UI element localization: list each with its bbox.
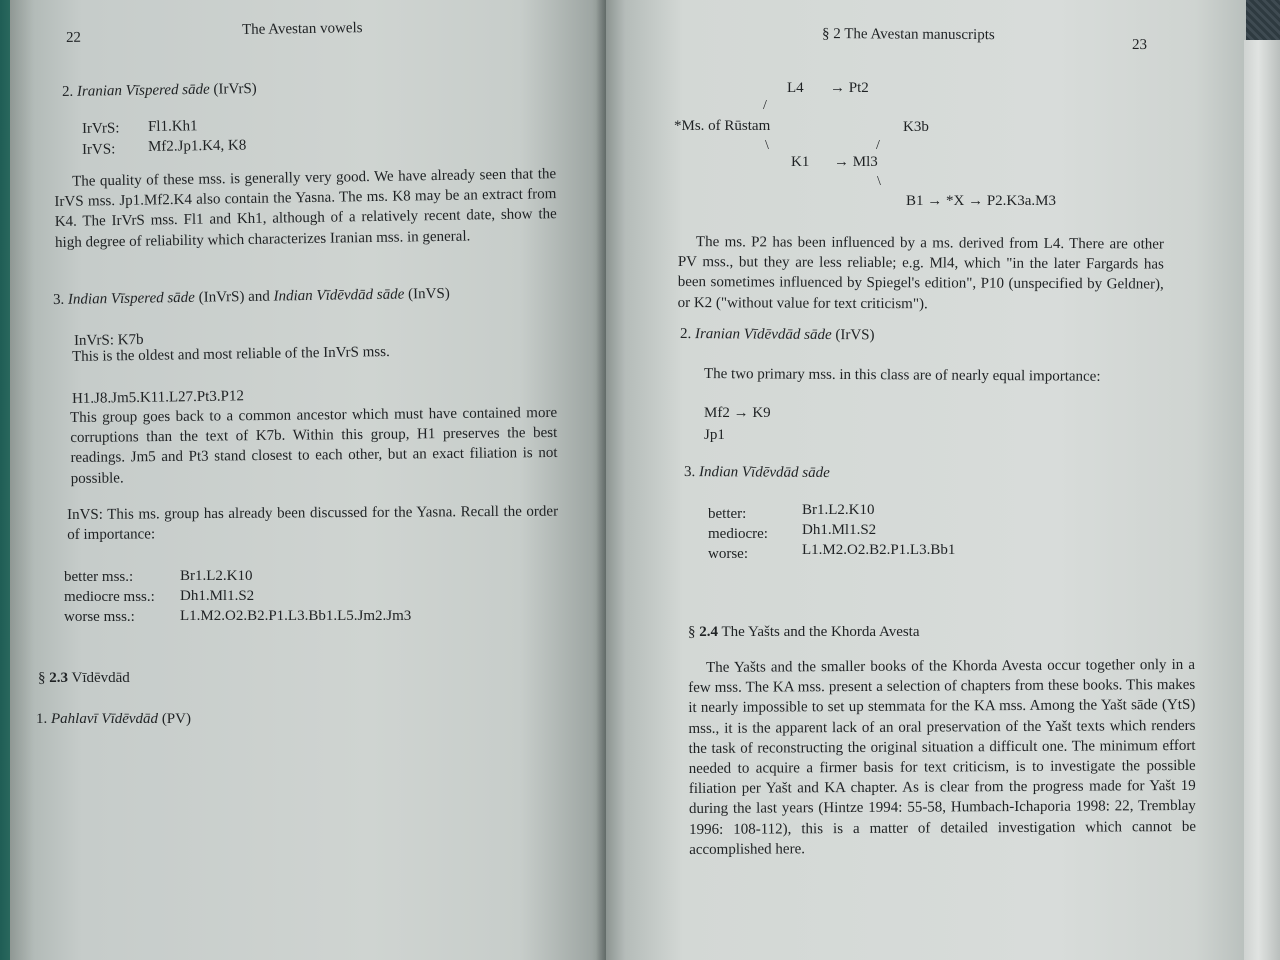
- section-heading-pv: 1. Pahlavī Vīdēvdād (PV): [36, 711, 191, 727]
- stemma-branch-down: \: [765, 138, 769, 153]
- page-stack-edge: [1244, 40, 1280, 960]
- ranking-worse-label: worse mss.:: [64, 609, 135, 625]
- stemma-arrow-pt2: → Pt2: [830, 80, 869, 96]
- section-heading-invrs: 3. Indian Vīspered sāde (InVrS) and Indian Vīdēvdād sāde (InVS): [52, 285, 450, 308]
- stemma-node-l4: L4: [787, 80, 804, 96]
- section-heading-irvrs: 2. Iranian Vīspered sāde (IrVrS): [61, 80, 257, 100]
- left-page: [10, 0, 610, 960]
- ranking-mediocre-value-right: Dh1.Ml1.S2: [802, 522, 877, 538]
- irvs-jp1-line: Jp1: [704, 427, 725, 443]
- group-line: H1.J8.Jm5.K11.L27.Pt3.P12: [71, 388, 245, 407]
- stemma-node-k1: K1: [791, 154, 810, 170]
- running-head-right: § 2 The Avestan manuscripts: [821, 26, 995, 44]
- section-heading-irvs: 2. Iranian Vīdēvdād sāde (IrVS): [679, 326, 875, 344]
- invrs-line: InVrS: K7b: [73, 331, 144, 349]
- irvrs-value: Fl1.Kh1: [147, 118, 198, 135]
- paragraph-p2: The ms. P2 has been influenced by a ms. derived from L4. There are other PV mss., but they are less reliable; e.g. Ml4, which "in the later Fargards has been sometimes influenced by Spiegel's edition", P10 (unspecified by Geldner), or K2 ("without value for text criticism").: [677, 234, 1164, 312]
- ranking-worse-label-right: worse:: [708, 546, 748, 562]
- stemma-node-b1-chain: B1 → *X → P2.K3a.M3: [906, 193, 1057, 209]
- running-head-left: The Avestan vowels: [241, 20, 363, 38]
- invrs-description: This is the oldest and most reliable of the InVrS mss.: [71, 344, 390, 365]
- stemma-branch-up: /: [763, 98, 767, 113]
- ranking-mediocre-label-right: mediocre:: [708, 526, 768, 542]
- ranking-better-value: Br1.L2.K10: [180, 568, 253, 584]
- irvs-value: Mf2.Jp1.K4, K8: [147, 137, 247, 155]
- irvs-mf2-line: Mf2 → K9: [704, 405, 771, 421]
- stemma-node-k3b: K3b: [903, 119, 929, 135]
- invs-paragraph: InVS: This ms. group has already been discussed for the Yasna. Recall the order of importance:: [67, 503, 559, 544]
- stemma-branch-up-2: /: [876, 138, 880, 153]
- stemma-node-rustam: *Ms. of Rūstam: [674, 118, 771, 134]
- paragraph-yasts: The Yašts and the smaller books of the Khorda Avesta occur together only in a few mss. The KA mss. present a selection of chapters from these books. This makes it nearly impossible to set up stemmata for the KA mss. Among the Yašt sāde (YtS) mss., it is the apparent lack of an oral preservation of the Yašt texts which renders the task of reconstructing the original situation a difficult one. The minimum effort needed to acquire a firmer basis for text criticism, is to investigate the possible filiation per Yašt and KA chapter. As is clear from the progress made for Yašt 19 during the last years (Hintze 1994: 55-58, Humbach-Ichaporia 1998: 22, Tremblay 1996: 108-112), this is a matter of detailed investigation which cannot be accomplished here.: [688, 656, 1197, 858]
- ranking-better-value-right: Br1.L2.K10: [802, 502, 875, 518]
- ranking-worse-value-right: L1.M2.O2.B2.P1.L3.Bb1: [802, 542, 956, 558]
- section-heading-yasts: § 2.4 The Yašts and the Khorda Avesta: [688, 624, 920, 640]
- irvrs-label: IrVrS:: [81, 120, 120, 137]
- irvs-text: The two primary mss. in this class are of nearly equal importance:: [703, 366, 1101, 385]
- irvs-label: IrVS:: [81, 141, 116, 158]
- right-page: [606, 0, 1246, 960]
- group-description: This group goes back to a common ancestor which must have contained more corruptions than the text of K7b. Within this group, H1 preserves the best readings. Jm5 and Pt3 stand closest to each other, but an exact filiation is not possible.: [70, 404, 558, 487]
- section-heading-invs: 3. Indian Vīdēvdād sāde: [683, 464, 830, 482]
- ranking-mediocre-value: Dh1.Ml1.S2: [180, 588, 255, 604]
- section-heading-videvdad: § 2.3 Vīdēvdād: [38, 670, 130, 686]
- page-number-left: 22: [65, 29, 82, 46]
- page-number-right: 23: [1131, 37, 1148, 54]
- ranking-better-label-right: better:: [708, 506, 747, 522]
- ranking-worse-value: L1.M2.O2.B2.P1.L3.Bb1.L5.Jm2.Jm3: [180, 608, 412, 624]
- paragraph-quality: The quality of these mss. is generally very good. We have already seen that the IrVS mss. Jp1.Mf2.K4 also contain the Yasna. The ms. K8 may be an extract from K4. The IrVrS mss. Fl1 and Kh1, although of a relatively recent date, show the high degree of reliability which characterizes Iranian mss. in general.: [54, 166, 557, 251]
- stemma-arrow-ml3: → Ml3: [834, 154, 878, 170]
- ranking-mediocre-label: mediocre mss.:: [64, 589, 155, 605]
- ranking-better-label: better mss.:: [64, 569, 134, 585]
- stemma-branch-down-2: \: [877, 174, 881, 189]
